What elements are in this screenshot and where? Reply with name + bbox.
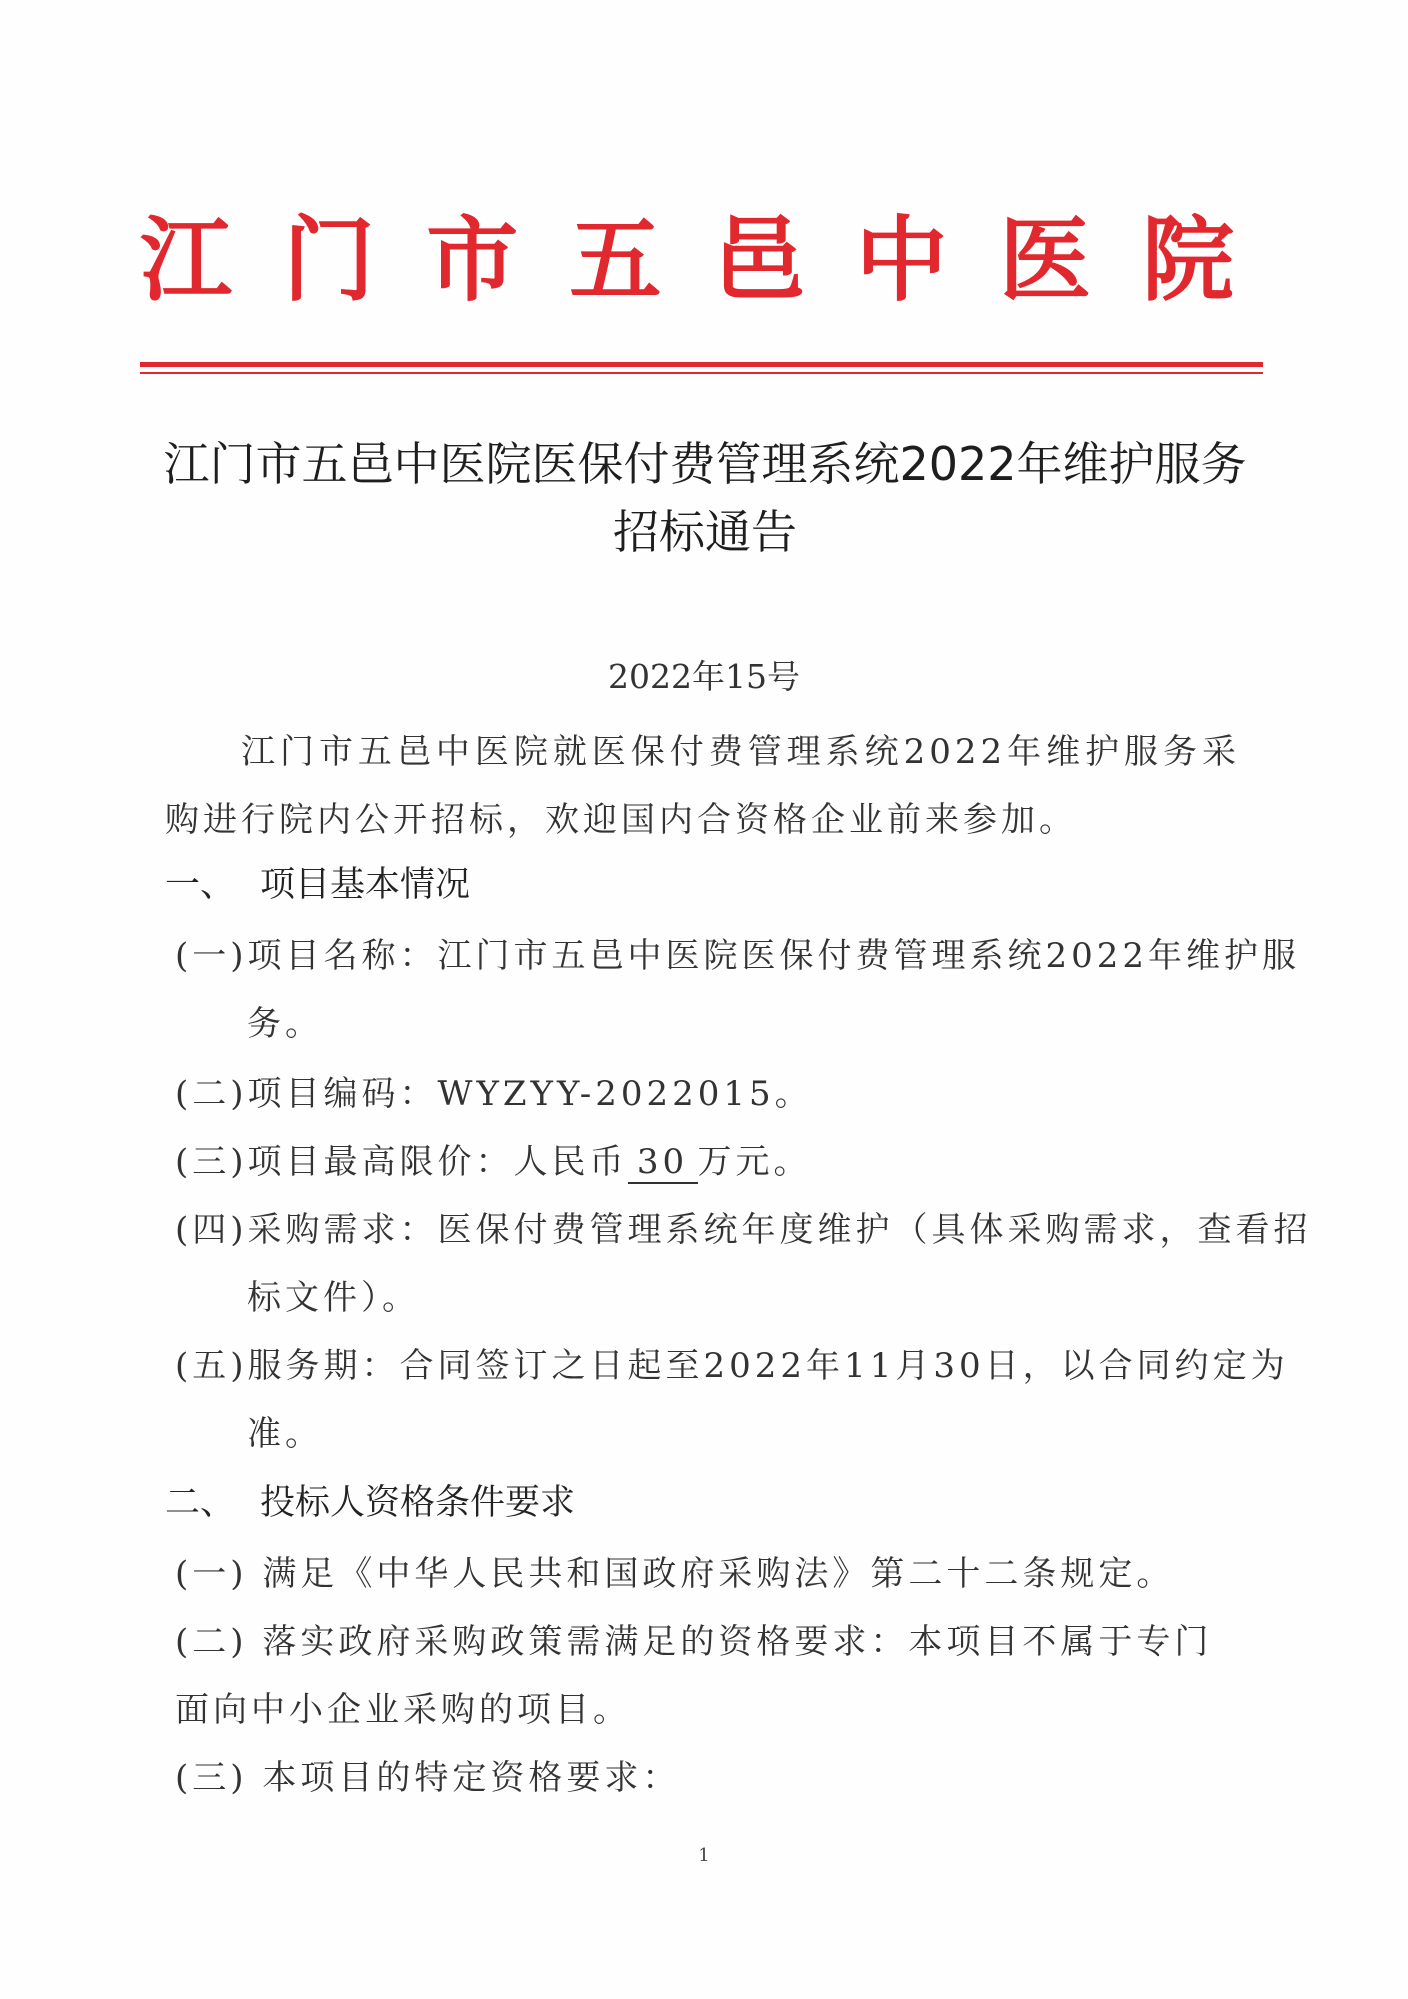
section-2-heading bbox=[165, 1478, 575, 1528]
item-label: (三) bbox=[175, 1758, 248, 1798]
section-2-item-1 bbox=[175, 1540, 1243, 1608]
item-text-suffix: 万元。 bbox=[697, 1142, 812, 1182]
item-label: (三) bbox=[175, 1142, 248, 1182]
item-text: 项目名称：江门市五邑中医院医保付费管理系统2022年维护服务。 bbox=[247, 936, 1301, 1044]
item-text: 满足《中华人民共和国政府采购法》第二十二条规定。 bbox=[262, 1554, 1175, 1594]
item-text: 项目编码：WYZYY-2022015。 bbox=[247, 1074, 813, 1114]
section-1-item-1 bbox=[175, 922, 1315, 1058]
section-2-item-2 bbox=[175, 1608, 1243, 1744]
item-text: 服务期：合同签订之日起至2022年11月30日，以合同约定为准。 bbox=[247, 1346, 1289, 1454]
item-text-prefix: 项目最高限价：人民币 bbox=[247, 1142, 628, 1182]
section-1-title: 项目基本情况 bbox=[260, 865, 471, 905]
item-text: 本项目的特定资格要求： bbox=[262, 1758, 681, 1798]
document-number: 2022年15号 bbox=[608, 657, 800, 696]
section-1-item-3 bbox=[175, 1128, 1243, 1196]
section-2-title: 投标人资格条件要求 bbox=[260, 1483, 576, 1523]
page-number: 1 bbox=[698, 1845, 710, 1866]
item-text: 落实政府采购政策需满足的资格要求：本项目不属于专门面向中小企业采购的项目。 bbox=[175, 1622, 1213, 1730]
item-label: (二) bbox=[175, 1622, 248, 1662]
price-limit-value: 30 bbox=[628, 1142, 698, 1184]
masthead-rule-thin bbox=[140, 372, 1263, 374]
intro-paragraph: 江门市五邑中医院就医保付费管理系统2022年维护服务采购进行院内公开招标，欢迎国内合资格企业前来参加。 bbox=[165, 732, 1240, 840]
item-label: (五) bbox=[175, 1346, 248, 1386]
section-2-item-3 bbox=[175, 1744, 1243, 1812]
item-label: (一) bbox=[175, 1554, 248, 1594]
section-1-item-5 bbox=[175, 1332, 1315, 1468]
masthead-org-name: 江门市五邑中医院 bbox=[140, 206, 1240, 314]
item-label: (四) bbox=[175, 1210, 248, 1250]
document-title: 江门市五邑中医院医保付费管理系统2022年维护服务招标通告 bbox=[163, 437, 1247, 559]
section-2-number: 二、 bbox=[165, 1483, 236, 1523]
section-1-item-2 bbox=[175, 1060, 1243, 1128]
section-1-number: 一、 bbox=[165, 865, 236, 905]
item-text: 采购需求：医保付费管理系统年度维护（具体采购需求，查看招标文件）。 bbox=[247, 1210, 1312, 1318]
masthead-rule-thick bbox=[140, 362, 1263, 367]
section-1-item-4 bbox=[175, 1196, 1315, 1332]
item-label: (一) bbox=[175, 936, 248, 976]
section-1-heading bbox=[165, 860, 470, 910]
item-label: (二) bbox=[175, 1074, 248, 1114]
